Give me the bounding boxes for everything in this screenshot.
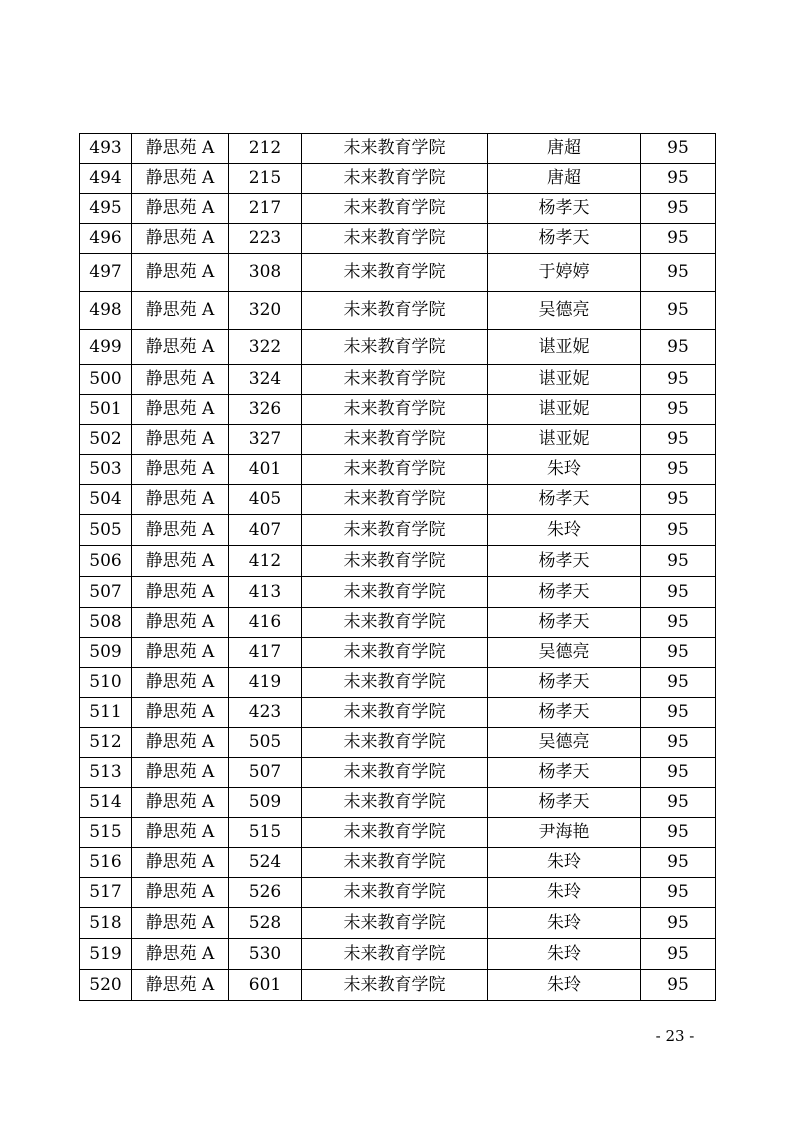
row-number-cell: 503 <box>80 455 132 485</box>
counselor-name-cell: 朱玲 <box>488 908 641 939</box>
table-row <box>80 788 716 818</box>
room-number-cell: 320 <box>229 292 302 330</box>
college-cell: 未来教育学院 <box>302 638 488 668</box>
counselor-name-cell: 朱玲 <box>488 848 641 878</box>
counselor-name-cell: 谌亚妮 <box>488 395 641 425</box>
counselor-name-cell: 朱玲 <box>488 515 641 546</box>
room-number-cell: 326 <box>229 395 302 425</box>
table-row <box>80 939 716 970</box>
room-number-cell: 416 <box>229 608 302 638</box>
room-number-cell: 505 <box>229 728 302 758</box>
row-number-cell: 520 <box>80 970 132 1001</box>
building-cell: 静思苑 A <box>132 164 229 194</box>
room-number-cell: 217 <box>229 194 302 224</box>
table-row <box>80 908 716 939</box>
score-cell: 95 <box>641 395 716 425</box>
row-number-cell: 500 <box>80 365 132 395</box>
table-row <box>80 698 716 728</box>
score-cell: 95 <box>641 134 716 164</box>
building-cell: 静思苑 A <box>132 728 229 758</box>
row-number-cell: 514 <box>80 788 132 818</box>
table-row <box>80 194 716 224</box>
college-cell: 未来教育学院 <box>302 788 488 818</box>
row-number-cell: 519 <box>80 939 132 970</box>
room-number-cell: 507 <box>229 758 302 788</box>
table-row <box>80 638 716 668</box>
row-number-cell: 501 <box>80 395 132 425</box>
score-cell: 95 <box>641 970 716 1001</box>
counselor-name-cell: 杨孝天 <box>488 224 641 254</box>
score-cell: 95 <box>641 546 716 577</box>
score-cell: 95 <box>641 608 716 638</box>
table-row <box>80 254 716 292</box>
building-cell: 静思苑 A <box>132 194 229 224</box>
table-row <box>80 164 716 194</box>
score-cell: 95 <box>641 698 716 728</box>
table-row <box>80 395 716 425</box>
score-cell: 95 <box>641 818 716 848</box>
dormitory-score-table <box>79 133 716 1001</box>
building-cell: 静思苑 A <box>132 908 229 939</box>
table-row <box>80 292 716 330</box>
building-cell: 静思苑 A <box>132 485 229 515</box>
building-cell: 静思苑 A <box>132 292 229 330</box>
counselor-name-cell: 吴德亮 <box>488 638 641 668</box>
table-row <box>80 608 716 638</box>
row-number-cell: 504 <box>80 485 132 515</box>
counselor-name-cell: 朱玲 <box>488 939 641 970</box>
score-cell: 95 <box>641 788 716 818</box>
row-number-cell: 510 <box>80 668 132 698</box>
college-cell: 未来教育学院 <box>302 224 488 254</box>
row-number-cell: 495 <box>80 194 132 224</box>
table-body <box>80 134 716 1001</box>
row-number-cell: 494 <box>80 164 132 194</box>
table-row <box>80 515 716 546</box>
college-cell: 未来教育学院 <box>302 365 488 395</box>
row-number-cell: 509 <box>80 638 132 668</box>
score-cell: 95 <box>641 638 716 668</box>
row-number-cell: 513 <box>80 758 132 788</box>
table-row <box>80 728 716 758</box>
table-row <box>80 455 716 485</box>
college-cell: 未来教育学院 <box>302 455 488 485</box>
table-row <box>80 485 716 515</box>
college-cell: 未来教育学院 <box>302 939 488 970</box>
counselor-name-cell: 吴德亮 <box>488 728 641 758</box>
score-cell: 95 <box>641 365 716 395</box>
college-cell: 未来教育学院 <box>302 546 488 577</box>
row-number-cell: 502 <box>80 425 132 455</box>
row-number-cell: 512 <box>80 728 132 758</box>
room-number-cell: 413 <box>229 577 302 608</box>
counselor-name-cell: 杨孝天 <box>488 608 641 638</box>
building-cell: 静思苑 A <box>132 878 229 908</box>
college-cell: 未来教育学院 <box>302 330 488 365</box>
row-number-cell: 505 <box>80 515 132 546</box>
room-number-cell: 524 <box>229 848 302 878</box>
college-cell: 未来教育学院 <box>302 908 488 939</box>
score-cell: 95 <box>641 878 716 908</box>
building-cell: 静思苑 A <box>132 939 229 970</box>
row-number-cell: 511 <box>80 698 132 728</box>
room-number-cell: 526 <box>229 878 302 908</box>
college-cell: 未来教育学院 <box>302 698 488 728</box>
row-number-cell: 518 <box>80 908 132 939</box>
score-cell: 95 <box>641 728 716 758</box>
counselor-name-cell: 朱玲 <box>488 970 641 1001</box>
table-row <box>80 330 716 365</box>
row-number-cell: 498 <box>80 292 132 330</box>
college-cell: 未来教育学院 <box>302 292 488 330</box>
counselor-name-cell: 杨孝天 <box>488 758 641 788</box>
building-cell: 静思苑 A <box>132 698 229 728</box>
college-cell: 未来教育学院 <box>302 608 488 638</box>
table-row <box>80 134 716 164</box>
score-cell: 95 <box>641 848 716 878</box>
building-cell: 静思苑 A <box>132 134 229 164</box>
counselor-name-cell: 朱玲 <box>488 455 641 485</box>
table-row <box>80 878 716 908</box>
room-number-cell: 407 <box>229 515 302 546</box>
college-cell: 未来教育学院 <box>302 395 488 425</box>
score-cell: 95 <box>641 425 716 455</box>
building-cell: 静思苑 A <box>132 330 229 365</box>
college-cell: 未来教育学院 <box>302 194 488 224</box>
room-number-cell: 324 <box>229 365 302 395</box>
score-cell: 95 <box>641 485 716 515</box>
building-cell: 静思苑 A <box>132 425 229 455</box>
building-cell: 静思苑 A <box>132 758 229 788</box>
room-number-cell: 322 <box>229 330 302 365</box>
room-number-cell: 530 <box>229 939 302 970</box>
room-number-cell: 215 <box>229 164 302 194</box>
building-cell: 静思苑 A <box>132 638 229 668</box>
counselor-name-cell: 杨孝天 <box>488 485 641 515</box>
counselor-name-cell: 杨孝天 <box>488 546 641 577</box>
building-cell: 静思苑 A <box>132 608 229 638</box>
college-cell: 未来教育学院 <box>302 878 488 908</box>
row-number-cell: 506 <box>80 546 132 577</box>
room-number-cell: 401 <box>229 455 302 485</box>
score-cell: 95 <box>641 668 716 698</box>
college-cell: 未来教育学院 <box>302 758 488 788</box>
room-number-cell: 419 <box>229 668 302 698</box>
room-number-cell: 417 <box>229 638 302 668</box>
building-cell: 静思苑 A <box>132 668 229 698</box>
college-cell: 未来教育学院 <box>302 254 488 292</box>
page-number: - 23 - <box>655 1027 695 1045</box>
college-cell: 未来教育学院 <box>302 515 488 546</box>
score-cell: 95 <box>641 455 716 485</box>
score-cell: 95 <box>641 194 716 224</box>
building-cell: 静思苑 A <box>132 577 229 608</box>
college-cell: 未来教育学院 <box>302 577 488 608</box>
table-row <box>80 818 716 848</box>
college-cell: 未来教育学院 <box>302 485 488 515</box>
counselor-name-cell: 杨孝天 <box>488 194 641 224</box>
room-number-cell: 528 <box>229 908 302 939</box>
table-row <box>80 577 716 608</box>
row-number-cell: 507 <box>80 577 132 608</box>
room-number-cell: 509 <box>229 788 302 818</box>
row-number-cell: 516 <box>80 848 132 878</box>
score-cell: 95 <box>641 224 716 254</box>
college-cell: 未来教育学院 <box>302 848 488 878</box>
building-cell: 静思苑 A <box>132 455 229 485</box>
college-cell: 未来教育学院 <box>302 970 488 1001</box>
row-number-cell: 497 <box>80 254 132 292</box>
score-cell: 95 <box>641 939 716 970</box>
row-number-cell: 515 <box>80 818 132 848</box>
counselor-name-cell: 谌亚妮 <box>488 425 641 455</box>
table-row <box>80 848 716 878</box>
college-cell: 未来教育学院 <box>302 728 488 758</box>
room-number-cell: 412 <box>229 546 302 577</box>
score-cell: 95 <box>641 577 716 608</box>
counselor-name-cell: 于婷婷 <box>488 254 641 292</box>
row-number-cell: 493 <box>80 134 132 164</box>
table-row <box>80 970 716 1001</box>
counselor-name-cell: 朱玲 <box>488 878 641 908</box>
room-number-cell: 405 <box>229 485 302 515</box>
room-number-cell: 327 <box>229 425 302 455</box>
building-cell: 静思苑 A <box>132 970 229 1001</box>
score-cell: 95 <box>641 164 716 194</box>
score-cell: 95 <box>641 515 716 546</box>
building-cell: 静思苑 A <box>132 515 229 546</box>
counselor-name-cell: 谌亚妮 <box>488 365 641 395</box>
row-number-cell: 508 <box>80 608 132 638</box>
college-cell: 未来教育学院 <box>302 134 488 164</box>
college-cell: 未来教育学院 <box>302 164 488 194</box>
room-number-cell: 308 <box>229 254 302 292</box>
score-cell: 95 <box>641 292 716 330</box>
building-cell: 静思苑 A <box>132 365 229 395</box>
counselor-name-cell: 杨孝天 <box>488 577 641 608</box>
building-cell: 静思苑 A <box>132 788 229 818</box>
score-cell: 95 <box>641 758 716 788</box>
row-number-cell: 496 <box>80 224 132 254</box>
room-number-cell: 601 <box>229 970 302 1001</box>
building-cell: 静思苑 A <box>132 848 229 878</box>
table-row <box>80 224 716 254</box>
score-cell: 95 <box>641 330 716 365</box>
table-row <box>80 668 716 698</box>
counselor-name-cell: 杨孝天 <box>488 668 641 698</box>
table-row <box>80 425 716 455</box>
college-cell: 未来教育学院 <box>302 668 488 698</box>
counselor-name-cell: 尹海艳 <box>488 818 641 848</box>
building-cell: 静思苑 A <box>132 818 229 848</box>
counselor-name-cell: 杨孝天 <box>488 698 641 728</box>
counselor-name-cell: 谌亚妮 <box>488 330 641 365</box>
building-cell: 静思苑 A <box>132 254 229 292</box>
counselor-name-cell: 唐超 <box>488 134 641 164</box>
score-cell: 95 <box>641 254 716 292</box>
counselor-name-cell: 杨孝天 <box>488 788 641 818</box>
room-number-cell: 223 <box>229 224 302 254</box>
college-cell: 未来教育学院 <box>302 818 488 848</box>
row-number-cell: 499 <box>80 330 132 365</box>
building-cell: 静思苑 A <box>132 395 229 425</box>
college-cell: 未来教育学院 <box>302 425 488 455</box>
score-cell: 95 <box>641 908 716 939</box>
room-number-cell: 423 <box>229 698 302 728</box>
room-number-cell: 212 <box>229 134 302 164</box>
counselor-name-cell: 吴德亮 <box>488 292 641 330</box>
row-number-cell: 517 <box>80 878 132 908</box>
room-number-cell: 515 <box>229 818 302 848</box>
table-row <box>80 546 716 577</box>
building-cell: 静思苑 A <box>132 224 229 254</box>
building-cell: 静思苑 A <box>132 546 229 577</box>
counselor-name-cell: 唐超 <box>488 164 641 194</box>
table-row <box>80 758 716 788</box>
table-row <box>80 365 716 395</box>
